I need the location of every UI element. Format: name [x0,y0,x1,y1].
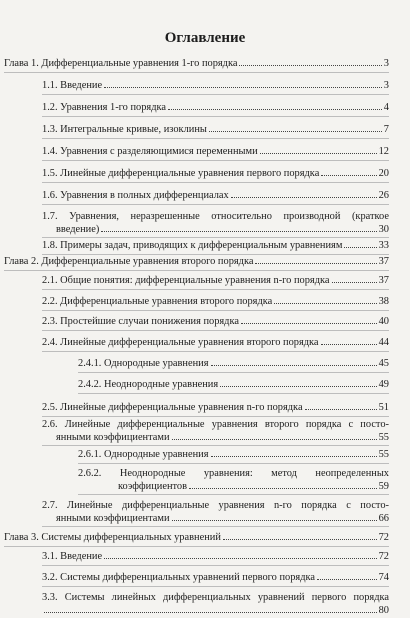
toc-entry-title: Глава 3. Системы дифференциальных уравнений [4,532,221,543]
toc-entry-title: 2.1. Общие понятия: дифференциальные уравнения n-го порядка [42,275,330,286]
toc-entry-2-4[interactable] [42,337,389,352]
dot-leader [220,386,376,387]
dot-leader [274,303,376,304]
toc-page-number: 59 [378,480,389,492]
toc-entry-title-line1: 2.6.2. Неоднородные уравнения: метод неопределенных [78,468,389,479]
toc-entry-2-5[interactable] [42,402,389,417]
toc-entry-title: 1.4. Уравнения с разделяющимися переменными [42,146,258,157]
toc-page-number: 7 [383,124,389,135]
toc-page-number: 72 [378,551,389,562]
toc-entry-3-3[interactable] [42,592,389,618]
toc-entry-title: Глава 2. Дифференциальные уравнения второго порядка [4,256,254,267]
toc-entry-2-1[interactable] [42,275,389,290]
toc-entry-1-7[interactable] [42,211,389,238]
toc-page-number: 3 [383,80,389,91]
dot-leader [344,247,376,248]
toc-entry-2-4-1[interactable] [78,358,389,373]
toc-entry-title-line2: янными коэффициентами [56,512,170,524]
toc-entry-title: 3.1. Введение [42,551,103,562]
toc-entry-title: 2.5. Линейные дифференциальные уравнения n-го порядка [42,402,303,413]
dot-leader [104,87,382,88]
dot-leader [321,175,376,176]
dot-leader [260,153,377,154]
toc-page-number: 74 [378,572,389,583]
toc-chapter-2[interactable] [4,256,389,271]
page-title: Оглавление [164,30,246,46]
toc-page-number: 66 [378,512,389,524]
dot-leader [104,558,377,559]
toc-entry-title: 2.4. Линейные дифференциальные уравнения второго порядка [42,337,319,348]
toc-page-number: 4 [383,102,389,113]
toc-page-number: 37 [378,275,389,286]
toc-page-number: 30 [378,223,389,235]
dot-leader [44,612,377,613]
toc-entry-title: 1.2. Уравнения 1-го порядка [42,102,166,113]
dot-leader [209,131,382,132]
toc-entry-title: 1.8. Примеры задач, приводящих к дифференциальным уравнениям [42,240,343,251]
toc-page-number: 55 [378,449,389,460]
bleed-through-text [0,0,410,30]
toc-page-number: 26 [378,190,389,201]
toc-entry-title: 1.5. Линейные дифференциальные уравнения первого порядка [42,168,320,179]
toc-entry-2-3[interactable] [42,316,389,331]
toc-entry-1-6[interactable] [42,190,389,205]
toc-entry-3-1[interactable] [42,551,389,566]
dot-leader [305,409,377,410]
dot-leader [321,344,377,345]
toc-page-number: 20 [378,168,389,179]
toc-page-number: 51 [378,402,389,413]
toc-page-number: 37 [378,256,389,267]
toc-entry-title: 2.3. Простейшие случаи понижения порядка [42,316,239,327]
dot-leader [332,282,377,283]
dot-leader [211,456,377,457]
toc-page-number: 80 [378,604,389,616]
toc-entry-2-6-1[interactable] [78,449,389,464]
dot-leader [231,197,377,198]
toc-page-number: 38 [378,296,389,307]
toc-entry-2-6[interactable] [42,419,389,446]
toc-entry-title: 1.1. Введение [42,80,103,91]
dot-leader [255,263,376,264]
dot-leader [223,539,377,540]
toc-entry-title: 2.2. Дифференциальные уравнения второго порядка [42,296,273,307]
toc-entry-title: 2.4.1. Однородные уравнения [78,358,209,369]
toc-page-number: 45 [378,358,389,369]
toc-entry-2-4-2[interactable] [78,379,389,394]
toc-entry-1-5[interactable] [42,168,389,183]
toc-entry-2-2[interactable] [42,296,389,311]
dot-leader [241,323,377,324]
toc-entry-title-line1: 2.6. Линейные дифференциальные уравнения второго порядка с посто- [42,419,389,430]
toc-entry-title-line1: 3.3. Системы линейных дифференциальных уравнений первого порядка [42,592,389,603]
dot-leader [168,109,382,110]
toc-page-number: 12 [378,146,389,157]
dot-leader [189,488,377,489]
toc-entry-1-4[interactable] [42,146,389,161]
dot-leader [317,579,377,580]
toc-entry-title: 3.2. Системы дифференциальных уравнений первого порядка [42,572,315,583]
toc-entry-1-2[interactable] [42,102,389,117]
toc-page-number: 44 [378,337,389,348]
toc-page-number: 72 [378,532,389,543]
toc-entry-title: 2.6.1. Однородные уравнения [78,449,209,460]
toc-entry-title-line2: введение) [56,223,100,235]
dot-leader [172,520,377,521]
toc-entry-title-line2: коэффициентов [118,480,188,492]
toc-chapter-3[interactable] [4,532,389,547]
toc-chapter-1[interactable] [4,58,389,73]
toc-entry-title-line1: 2.7. Линейные дифференциальные уравнения n-го порядка с посто- [42,500,389,511]
toc-entry-3-2[interactable] [42,572,389,587]
toc-entry-2-7[interactable] [42,500,389,527]
toc-page-number: 49 [378,379,389,390]
toc-entry-title: 1.3. Интегральные кривые, изоклины [42,124,207,135]
toc-entry-1-1[interactable] [42,80,389,95]
dot-leader [101,231,376,232]
toc-entry-1-8[interactable] [42,240,389,255]
toc-entry-title: 2.4.2. Неоднородные уравнения [78,379,219,390]
dot-leader [172,439,377,440]
toc-entry-title-line2: янными коэффициентами [56,431,170,443]
toc-page-number: 3 [383,58,389,69]
toc-entry-1-3[interactable] [42,124,389,139]
toc-page-number: 40 [378,316,389,327]
toc-entry-title-line1: 1.7. Уравнения, неразрешенные относительно производной (краткое [42,211,389,222]
dot-leader [211,365,377,366]
toc-page-number: 33 [378,240,389,251]
toc-entry-title: Глава 1. Дифференциальные уравнения 1-го порядка [4,58,238,69]
toc-page-number: 55 [378,431,389,443]
toc-entry-2-6-2[interactable] [78,468,389,495]
toc-entry-title: 1.6. Уравнения в полных дифференциалах [42,190,229,201]
dot-leader [239,65,381,66]
